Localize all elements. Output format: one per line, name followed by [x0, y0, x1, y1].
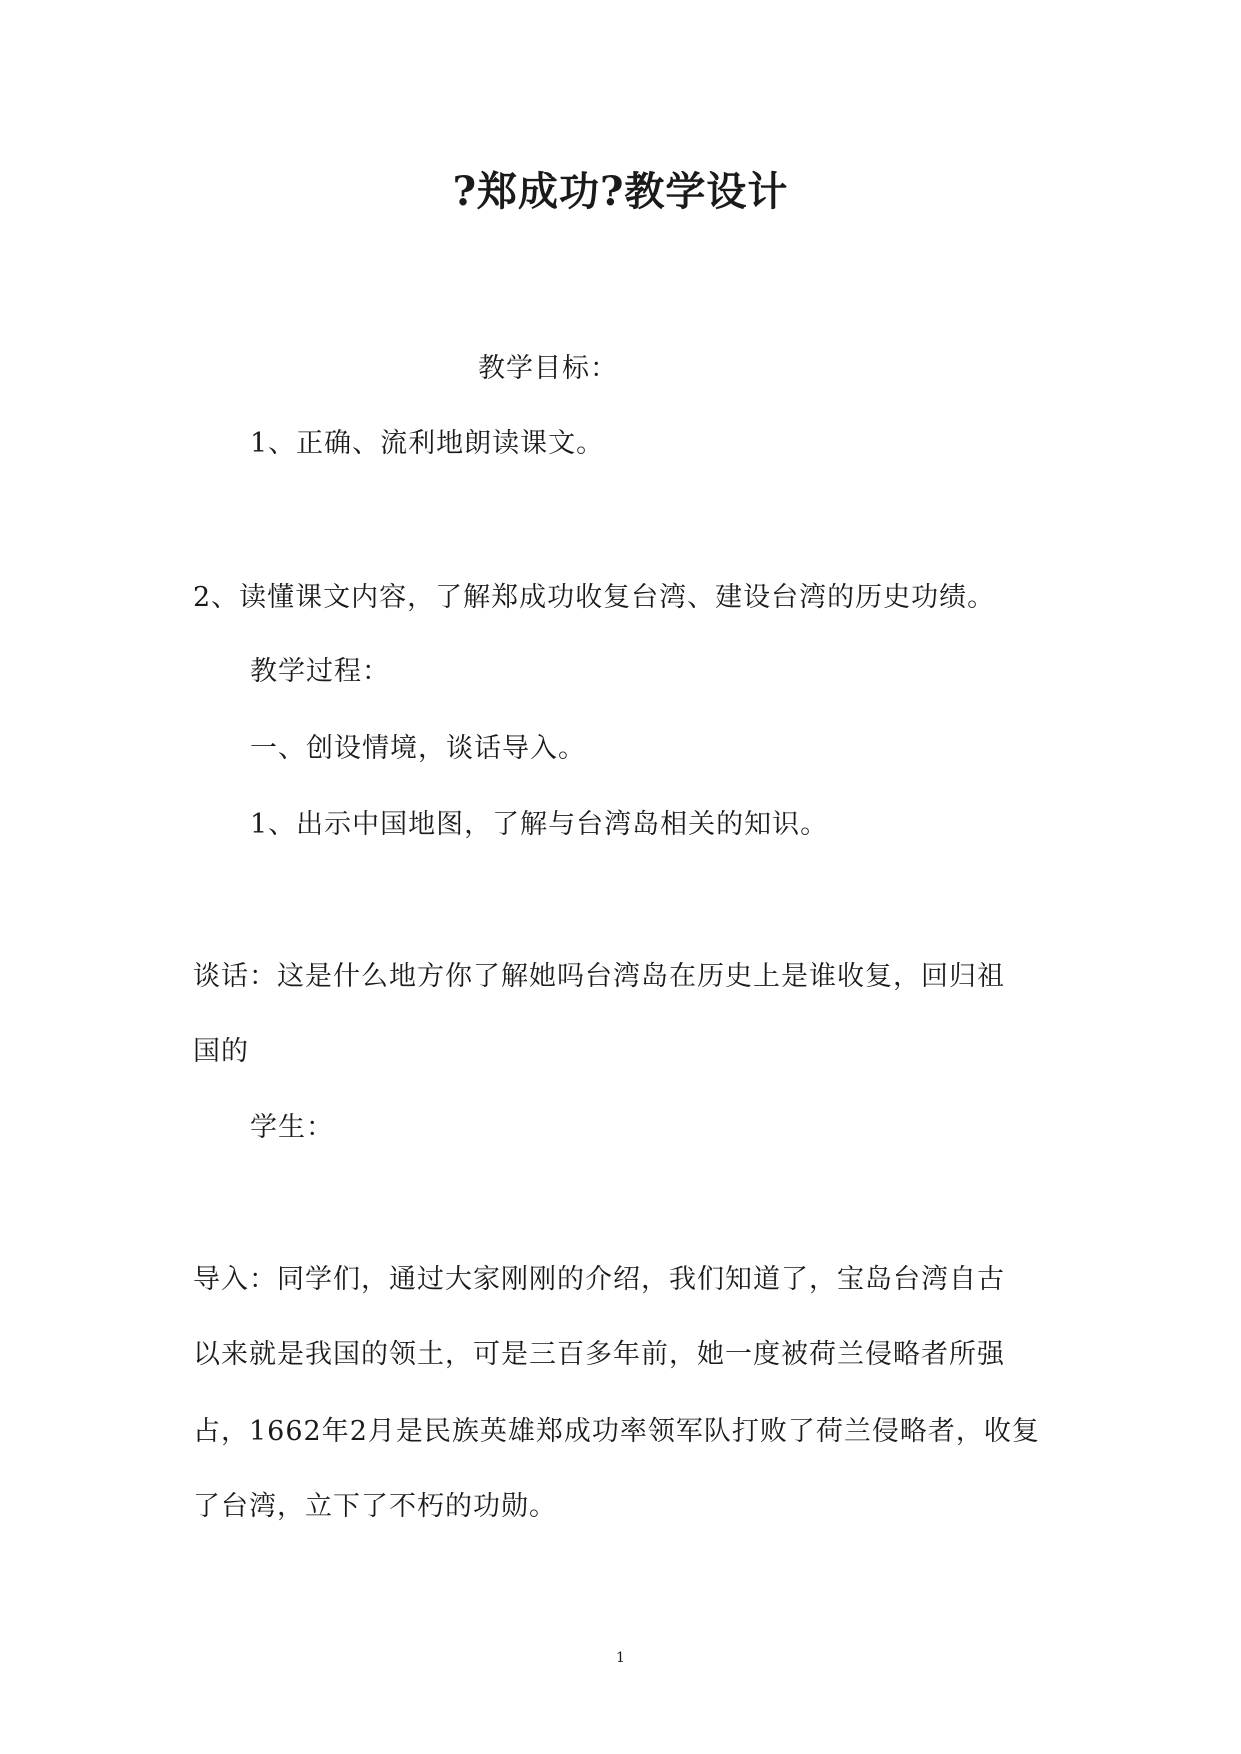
body-paragraph-line: 学生： [250, 1112, 334, 1143]
body-paragraph-line: 占，1662年2月是民族英雄郑成功率领军队打败了荷兰侵略者，收复 [193, 1416, 1040, 1447]
objective-item: 1、正确、流利地朗读课文。 [250, 428, 605, 459]
section-heading-objectives: 教学目标： [478, 353, 618, 384]
process-step-item: 1、出示中国地图，了解与台湾岛相关的知识。 [250, 809, 829, 840]
process-step-heading: 一、创设情境，谈话导入。 [250, 733, 586, 764]
objective-item: 2、读懂课文内容，了解郑成功收复台湾、建设台湾的历史功绩。 [193, 582, 996, 613]
body-paragraph-line: 国的 [193, 1036, 249, 1067]
section-heading-process: 教学过程： [250, 656, 390, 687]
page-number: 1 [616, 1650, 625, 1666]
page-title: ?郑成功?教学设计 [452, 168, 789, 215]
body-paragraph-line: 了台湾，立下了不朽的功勋。 [193, 1491, 557, 1522]
body-paragraph-line: 谈话：这是什么地方你了解她吗台湾岛在历史上是谁收复，回归祖 [193, 961, 1005, 992]
body-paragraph-line: 导入：同学们，通过大家刚刚的介绍，我们知道了，宝岛台湾自古 [193, 1264, 1005, 1295]
body-paragraph-line: 以来就是我国的领土，可是三百多年前，她一度被荷兰侵略者所强 [193, 1339, 1005, 1370]
